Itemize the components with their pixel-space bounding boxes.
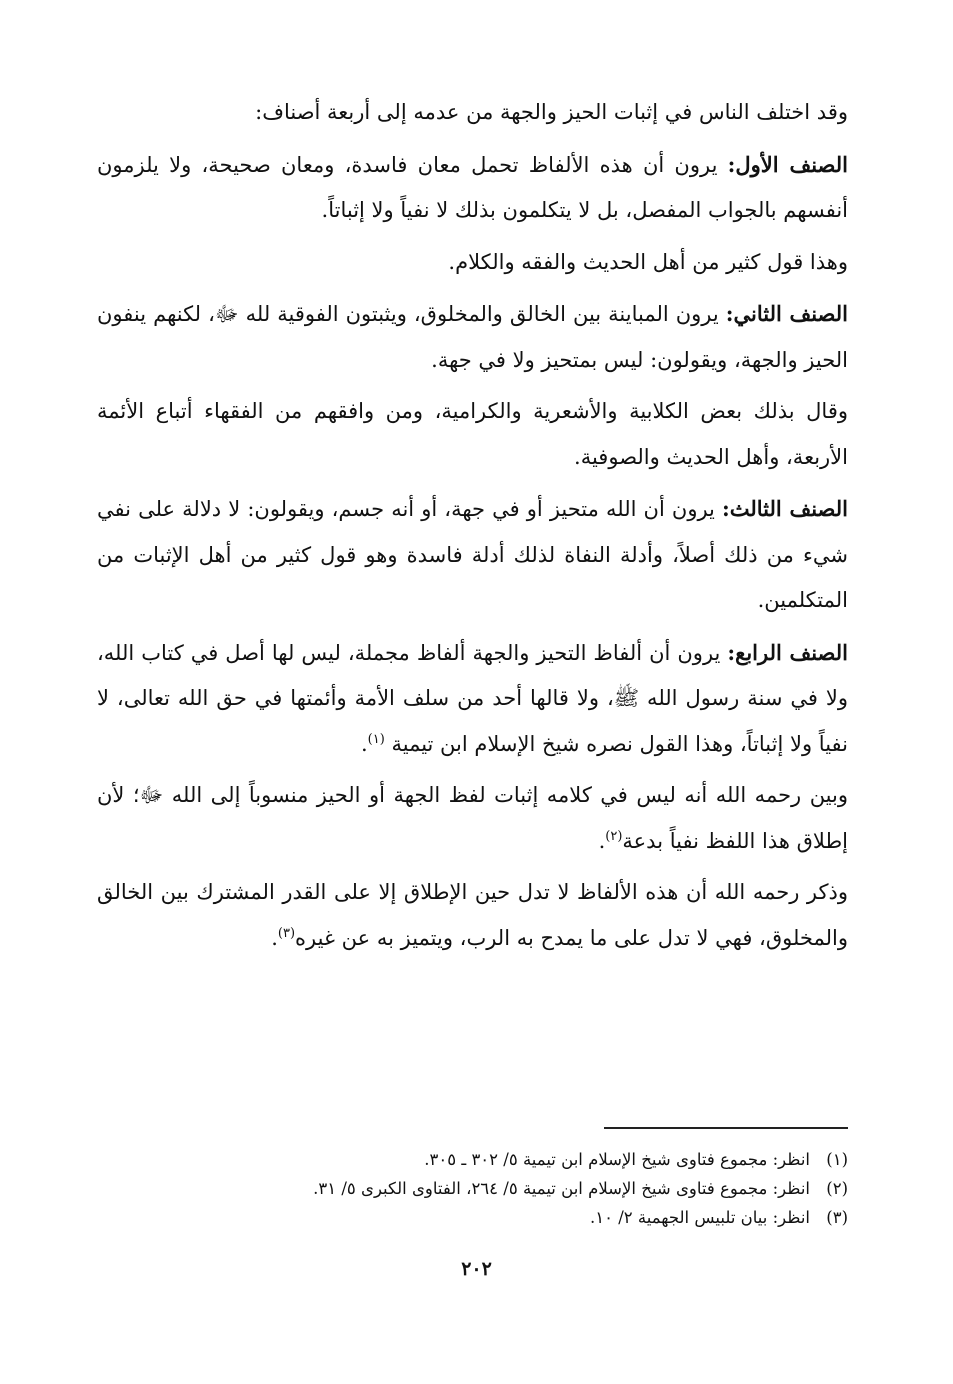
category-heading: الصنف الثالث: [722, 496, 848, 521]
category-heading: الصنف الرابع: [727, 639, 848, 665]
paragraph-fourth-category: الصنف الرابع: يرون أن ألفاظ التحيز والجهة ألفاظ مجملة، ليس لها أصل في كتاب الله، ولا في سنة رسول الله ﷺ، ولا قالها أحد من سلف الأمة وأئمتها في حق الله تعالى، لا نفياً ولا إثباتاً، وهذا القول نصره شيخ الإسلام ابن تيمية $^{(١)}$. [97, 639, 848, 756]
paragraph-ibn-taymiyyah-clarification: وبين رحمه الله أنه ليس في كلامه إثبات لفظ الجهة أو الحيز منسوباً إلى الله ﷻ؛ لأن إطلاق هذا اللفظ نفياً بدعة$^{(٢)}$. [97, 783, 848, 853]
paragraph-second-category-holders: وقال بذلك بعض الكلابية والأشعرية والكرامية، ومن وافقهم من الفقهاء أتباع الأئمة الأربعة، وأهل الحديث والصوفية. [97, 399, 848, 469]
category-heading: الصنف الثاني: [725, 301, 848, 326]
footnote-separator [604, 1127, 848, 1129]
footnote-item: (٢)انظر: مجموع فتاوى شيخ الإسلام ابن تيمية ٥/ ٢٦٤، الفتاوى الكبرى ٥/ ٣١. [97, 1174, 848, 1203]
footnote-number: (٣) [826, 1208, 848, 1227]
footnote-reference[interactable]: (٣) [277, 925, 296, 941]
paragraph-third-category: الصنف الثالث: يرون أن الله متحيز أو في جهة، أو أنه جسم، ويقولون: لا دلالة على نفي شيء من ذلك أصلاً، وأدلة النفاة لذلك أدلة فاسدة وهو قول كثير من أهل الإثبات من المتكلمين. [97, 496, 848, 612]
main-text [97, 90, 848, 961]
category-heading: الصنف الأول: [727, 151, 848, 177]
paragraph-ibn-taymiyyah-mention: وذكر رحمه الله أن هذه الألفاظ لا تدل حين الإطلاق إلا على القدر المشترك بين الخالق والمخلوق، فهي لا تدل على ما يمدح به الرب، ويتميز به عن غيره$^{(٣)}$. [97, 880, 848, 950]
footnote-reference[interactable]: (٢) [605, 828, 623, 844]
footnote-item: (١)انظر: مجموع فتاوى شيخ الإسلام ابن تيمية ٥/ ٣٠٢ ـ ٣٠٥. [97, 1145, 848, 1174]
footnote-reference[interactable]: (١) [367, 731, 385, 747]
footnotes [97, 1145, 848, 1232]
footnote-item: (٣)انظر: بيان تلبيس الجهمية ٢/ ١٠. [97, 1203, 848, 1232]
footnote-number: (٢) [826, 1179, 848, 1198]
paragraph-first-category: الصنف الأول: يرون أن هذه الألفاظ تحمل معان فاسدة، ومعان صحيحة، ولا يلزمون أنفسهم بالجواب المفصل، بل لا يتكلمون بذلك لا نفياً ولا إثباتاً. [97, 151, 848, 222]
paragraph-second-category: الصنف الثاني: يرون المباينة بين الخالق والمخلوق، ويثبتون الفوقية لله ﷻ، لكنهم ينفون الحيز والجهة، ويقولون: ليس بمتحيز ولا في جهة. [97, 301, 848, 372]
footnote-number: (١) [826, 1150, 848, 1169]
paragraph-intro: وقد اختلف الناس في إثبات الحيز والجهة من عدمه إلى أربعة أصناف: [255, 100, 848, 124]
page-number: ٢٠٢ [461, 1258, 492, 1280]
paragraph-first-category-holders: وهذا قول كثير من أهل الحديث والفقه والكلام. [448, 249, 848, 274]
